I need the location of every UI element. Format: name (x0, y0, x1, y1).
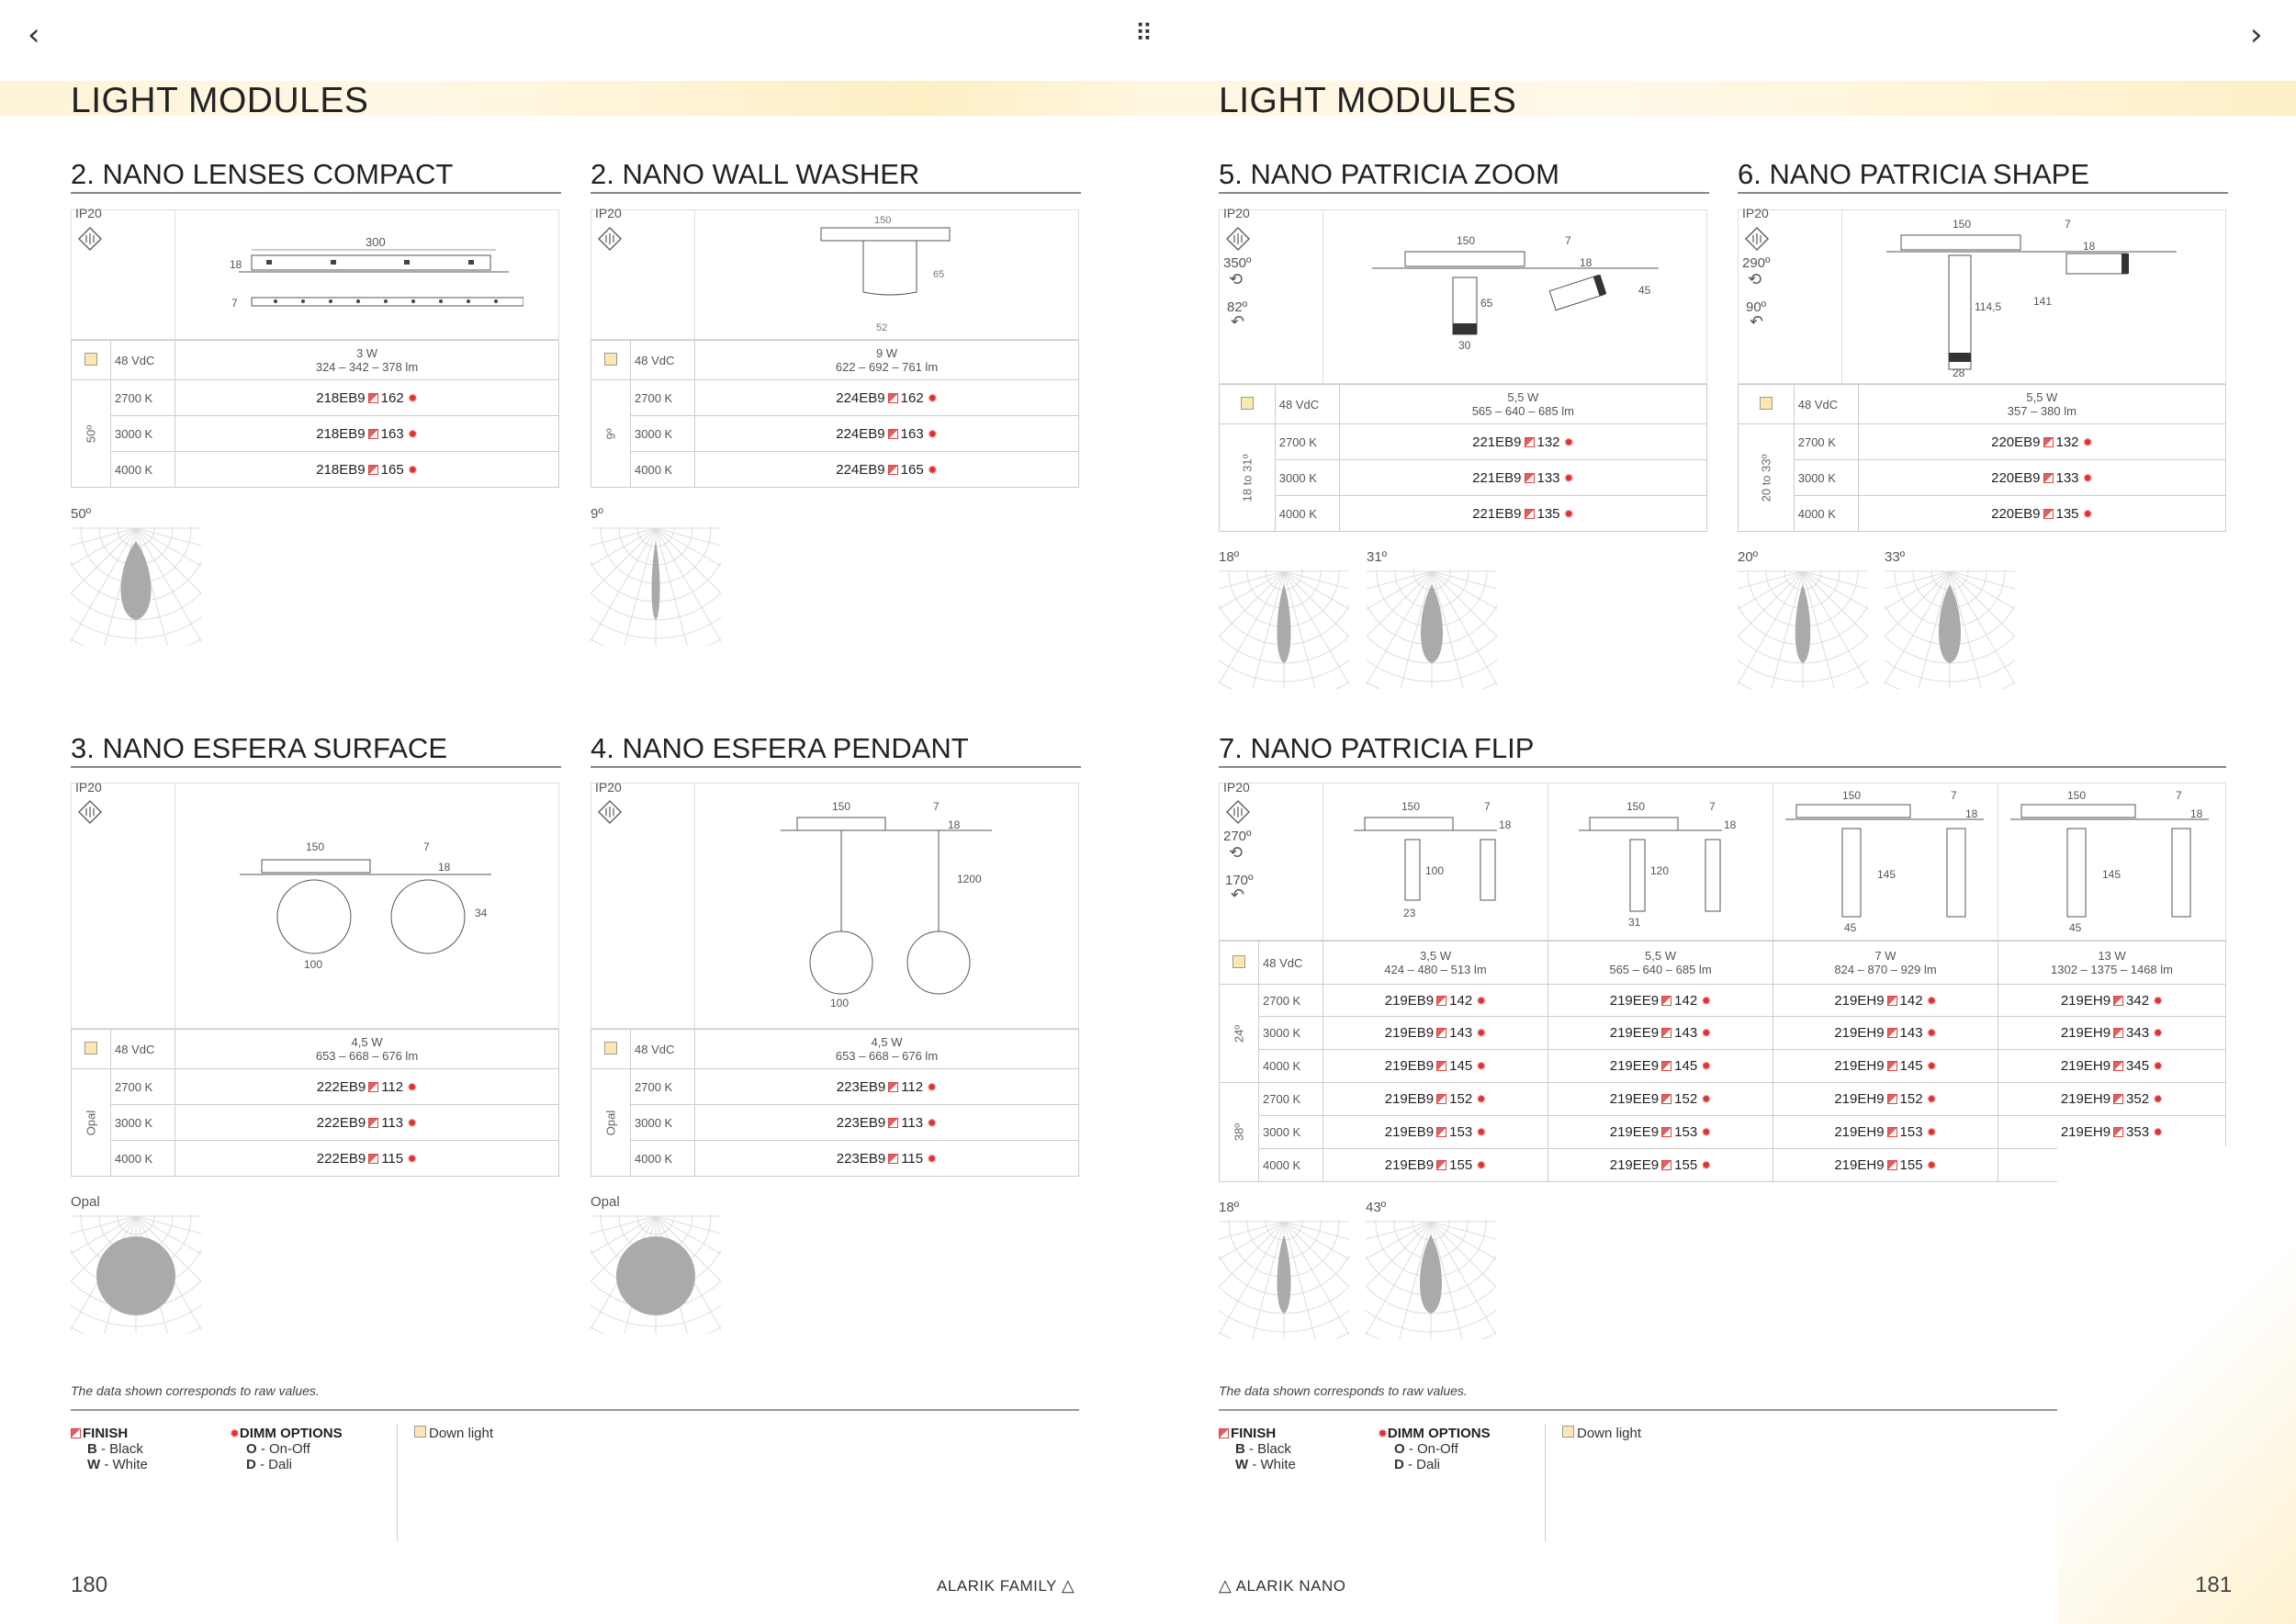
grid-menu-icon[interactable]: ⠿ (1135, 20, 1154, 48)
beam-angle-label: Opal (71, 1194, 100, 1210)
dim: 120 (1650, 864, 1670, 877)
dim: 18 (1724, 818, 1737, 831)
alarik-logo-icon: △ (1061, 1576, 1075, 1595)
dim: 52 (876, 322, 888, 333)
dim: 150 (306, 840, 325, 853)
dim: 7 (423, 840, 430, 853)
spec-table: 48 VdC 9 W 622 – 692 – 761 lm 9º 2700 K 224EB9 162 ✹ 3000 K 224EB9 163 ✹ 4000 K 224EB9 165 ✹ (591, 340, 1079, 488)
dim: 145 (1877, 868, 1896, 881)
dim: 45 (1638, 284, 1651, 297)
photometric-diagram (1366, 1220, 1496, 1339)
legend-dimm: ✹DIMM OPTIONS O - On-Off D - Dali (230, 1426, 343, 1472)
beam-angle-label: 43º (1366, 1200, 1387, 1215)
dim: 18 (438, 861, 451, 874)
ip-rating: IP20 (595, 780, 622, 795)
section-title: LIGHT MODULES (71, 81, 369, 120)
technical-drawing (1575, 797, 1750, 931)
dim: 7 (1951, 789, 1957, 802)
dim: 150 (1626, 800, 1646, 813)
technical-drawing (1883, 215, 2186, 378)
driver-icon (1225, 799, 1251, 825)
dim: 18 (948, 818, 961, 831)
dim: 150 (832, 800, 851, 813)
product-title: 6. NANO PATRICIA SHAPE (1738, 158, 2228, 194)
downlight-icon (84, 1042, 97, 1054)
technical-drawing (1368, 231, 1671, 356)
spec-table: 48 VdC 4,5 W 653 – 668 – 676 lm Opal 2700 K 222EB9 112 ✹ 3000 K 222EB9 113 ✹ 4000 K 222EB9 115 ✹ (71, 1029, 559, 1177)
product-title: 4. NANO ESFERA PENDANT (591, 732, 1081, 768)
beam-angle-label: Opal (591, 1194, 620, 1210)
dim: 7 (2065, 218, 2071, 231)
dim: 65 (1480, 297, 1493, 310)
downlight-icon (1241, 397, 1254, 410)
product-title: 3. NANO ESFERA SURFACE (71, 732, 561, 768)
driver-icon (1744, 226, 1770, 252)
dim: 150 (1842, 789, 1862, 802)
page-number: 180 (71, 1573, 108, 1597)
product-title: 7. NANO PATRICIA FLIP (1219, 732, 2226, 768)
dim: 7 (231, 297, 238, 310)
dim: 30 (1458, 339, 1471, 352)
beam-angle-label: 31º (1367, 549, 1388, 565)
dim: 100 (304, 958, 323, 971)
technical-drawing (1350, 797, 1525, 931)
rotation-label: 82º (1227, 299, 1248, 315)
spec-table: 48 VdC 3,5 W 424 – 480 – 513 lm 5,5 W 565 – 640 – 685 lm 7 W 824 – 870 – 929 lm 13 W 1302 – 1375 – 1468 lm 24º 2700 K 219EB9 142 ✹ 219EE9 142 ✹ 219EH9 142 ✹ 219EH9 342 ✹ 3000 K 219EB9 143 ✹ 219EE9 143 ✹ 219EH9 143 ✹ 219EH9 343 ✹ 4000 K 219EB9 145 ✹ 219EE9 145 ✹ 219EH9 145 ✹ 219EH9 345 ✹ 38º 2700 K 219EB9 152 ✹ 219EE9 152 ✹ 219EH9 152 ✹ 219EH9 352 ✹ 3000 K 219EB9 153 ✹ 219EE9 153 ✹ 219EH9 153 ✹ 219EH9 353 ✹ 4000 K 219EB9 155 ✹ 219EE9 155 ✹ 219EH9 155 ✹ (1219, 941, 2226, 1182)
driver-icon (597, 799, 623, 825)
chevron-left-icon[interactable]: ‹ (28, 17, 40, 53)
product-title: 2. NANO LENSES COMPACT (71, 158, 561, 194)
dim: 100 (1425, 864, 1445, 877)
ip-rating: IP20 (1223, 206, 1250, 220)
dim: 45 (1844, 921, 1857, 933)
driver-icon (597, 226, 623, 252)
divider (71, 1409, 1079, 1411)
chevron-right-icon[interactable]: › (2250, 17, 2263, 53)
beam-angle-label: 33º (1885, 549, 1906, 565)
rotation-label: 290º (1742, 255, 1771, 271)
rotation-label: 90º (1746, 299, 1767, 315)
dim: 7 (933, 800, 940, 813)
dim: 18 (1580, 256, 1593, 269)
technical-drawing (234, 836, 510, 974)
product-title: 5. NANO PATRICIA ZOOM (1219, 158, 1709, 194)
driver-icon (1225, 226, 1251, 252)
dim: 1200 (957, 873, 982, 885)
technical-drawing (771, 797, 1010, 1009)
rotate-horizontal-icon: ⟲ (1229, 843, 1244, 862)
dim: 18 (2083, 240, 2096, 253)
finish-icon (71, 1428, 81, 1438)
dim: 28 (1953, 367, 1965, 378)
beam-angle-label: 9º (591, 506, 603, 522)
technical-drawing (2007, 786, 2218, 933)
dim: 114,5 (1975, 300, 2002, 313)
alarik-logo-icon: △ (1219, 1576, 1232, 1595)
dim: 300 (366, 235, 386, 249)
legend-finish: FINISH B - Black W - White (1219, 1426, 1296, 1472)
dimm-icon: ✹ (1378, 1427, 1388, 1440)
rotate-vertical-icon: ↶ (1231, 885, 1245, 904)
driver-icon (77, 226, 103, 252)
dim: 7 (1709, 800, 1716, 813)
dim: 150 (1401, 800, 1421, 813)
rotation-label: 270º (1223, 829, 1252, 844)
legend-dimm: ✹DIMM OPTIONS O - On-Off D - Dali (1378, 1426, 1491, 1472)
driver-icon (77, 799, 103, 825)
technical-drawing (220, 231, 523, 314)
downlight-icon (1760, 397, 1773, 410)
spec-table: 48 VdC 3 W 324 – 342 – 378 lm 50º 2700 K 218EB9 162 ✹ 3000 K 218EB9 163 ✹ 4000 K 218EB9 165 ✹ (71, 340, 559, 488)
dim: 18 (1965, 807, 1978, 820)
page-number: 181 (2195, 1573, 2233, 1597)
dim: 18 (230, 258, 242, 271)
downlight-icon (604, 353, 617, 366)
dim: 150 (1953, 218, 1972, 231)
footnote: The data shown corresponds to raw values. (71, 1383, 320, 1398)
brand-label: △ ALARIK NANO (1219, 1576, 1346, 1595)
legend-downlight: Down light (414, 1426, 493, 1441)
dim: 145 (2102, 868, 2122, 881)
beam-angle-label: 18º (1219, 549, 1240, 565)
technical-drawing (808, 213, 964, 336)
rotate-horizontal-icon: ⟲ (1229, 270, 1244, 288)
downlight-icon (414, 1426, 426, 1438)
dim: 150 (1457, 234, 1476, 247)
photometric-diagram (1367, 570, 1497, 689)
dim: 45 (2069, 921, 2082, 933)
dim: 100 (830, 997, 850, 1009)
legend-finish: FINISH B - Black W - White (71, 1426, 148, 1472)
photometric-diagram (71, 526, 201, 646)
dim: 141 (2033, 295, 2053, 308)
rotation-label: 350º (1223, 255, 1252, 271)
beam-angle-label: 20º (1738, 549, 1759, 565)
spec-table: 48 VdC 4,5 W 653 – 668 – 676 lm Opal 2700 K 223EB9 112 ✹ 3000 K 223EB9 113 ✹ 4000 K 223EB9 115 ✹ (591, 1029, 1079, 1177)
dim: 7 (1565, 234, 1571, 247)
downlight-icon (1562, 1426, 1574, 1438)
photometric-diagram (71, 1214, 201, 1334)
downlight-icon (1232, 955, 1245, 968)
legend-downlight: Down light (1562, 1426, 1641, 1441)
footnote: The data shown corresponds to raw values. (1219, 1383, 1468, 1398)
rotate-vertical-icon: ↶ (1750, 312, 1764, 331)
beam-angle-label: 18º (1219, 1200, 1240, 1215)
rotate-horizontal-icon: ⟲ (1748, 270, 1762, 288)
photometric-diagram (591, 1214, 721, 1334)
spec-table: 48 VdC 5,5 W 565 – 640 – 685 lm 18 to 31º 2700 K 221EB9 132 ✹ 3000 K 221EB9 133 ✹ 4000 K 221EB9 135 ✹ (1219, 384, 1707, 532)
spec-table: 48 VdC 5,5 W 357 – 380 lm 20 to 33º 2700 K 220EB9 132 ✹ 3000 K 220EB9 133 ✹ 4000 K 220EB9 135 ✹ (1738, 384, 2226, 532)
technical-drawing (1782, 786, 1993, 933)
decorative-gradient (2057, 1146, 2296, 1624)
rotation-label: 170º (1225, 873, 1254, 888)
dim: 7 (1484, 800, 1491, 813)
brand-label: ALARIK FAMILY △ (937, 1576, 1075, 1595)
ip-rating: IP20 (1742, 206, 1769, 220)
photometric-diagram (1219, 570, 1349, 689)
beam-angle-label: 50º (71, 506, 92, 522)
ip-rating: IP20 (75, 206, 102, 220)
dim: 150 (874, 215, 892, 226)
ip-rating: IP20 (75, 780, 102, 795)
finish-icon (1219, 1428, 1229, 1438)
photometric-diagram (1219, 1220, 1349, 1339)
dimm-icon: ✹ (230, 1427, 240, 1440)
photometric-diagram (1885, 570, 2015, 689)
dim: 18 (1499, 818, 1512, 831)
ip-rating: IP20 (595, 206, 622, 220)
section-title: LIGHT MODULES (1219, 81, 1517, 120)
dim: 150 (2067, 789, 2087, 802)
dim: 18 (2190, 807, 2203, 820)
ip-rating: IP20 (1223, 780, 1250, 795)
dim: 65 (933, 269, 945, 280)
downlight-icon (84, 353, 97, 366)
photometric-diagram (1738, 570, 1868, 689)
product-title: 2. NANO WALL WASHER (591, 158, 1081, 194)
dim: 23 (1403, 907, 1416, 919)
dim: 34 (475, 907, 488, 919)
dim: 31 (1628, 916, 1641, 929)
rotate-vertical-icon: ↶ (1231, 312, 1245, 331)
downlight-icon (604, 1042, 617, 1054)
photometric-diagram (591, 526, 721, 646)
dim: 7 (2176, 789, 2182, 802)
